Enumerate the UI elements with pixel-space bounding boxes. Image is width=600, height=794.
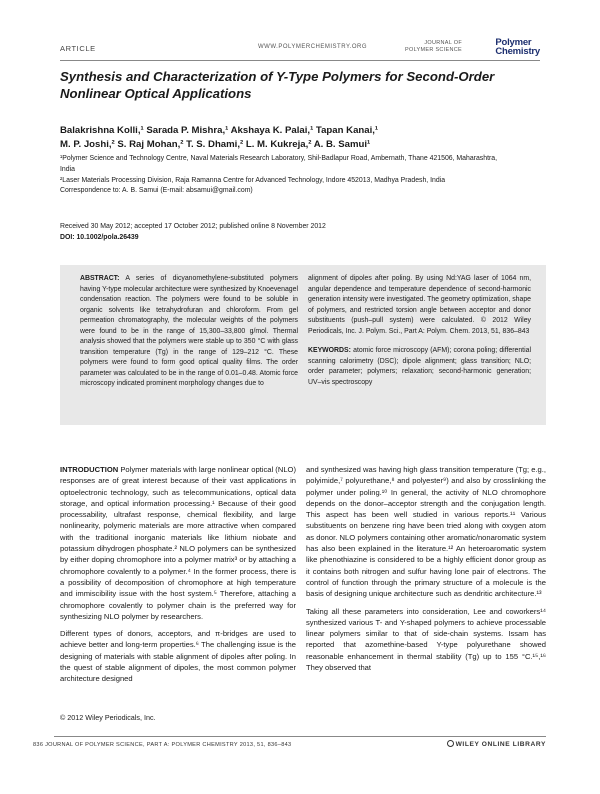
article-title: Synthesis and Characterization of Y-Type Polymers for Second-Order Nonlinear Optical Applications [60, 69, 495, 101]
wiley-logo-icon [447, 740, 454, 747]
dates-line: Received 30 May 2012; accepted 17 October 2012; published online 8 November 2012 [60, 223, 326, 230]
intro-heading: INTRODUCTION [60, 465, 119, 474]
copyright-notice: © 2012 Wiley Periodicals, Inc. [60, 713, 156, 722]
author-list [60, 124, 500, 152]
affiliations [60, 154, 500, 197]
authors-line2: M. P. Joshi,² S. Raj Mohan,² T. S. Dhami,² L. M. Kukreja,² A. B. Samui¹ [60, 138, 371, 150]
footer-citation: 836 JOURNAL OF POLYMER SCIENCE, PART A: POLYMER CHEMISTRY 2013, 51, 836–843 [33, 742, 292, 748]
journal-website[interactable]: WWW.POLYMERCHEMISTRY.ORG [258, 44, 368, 50]
abstract-box [60, 265, 546, 425]
body-column-right [306, 464, 546, 679]
publisher-name: WILEY ONLINE LIBRARY [455, 741, 546, 748]
abstract-text-left: A series of dicyanomethylene-substituted polymers having Y-type molecular architecture were synthesized by Knoevenagel condensation reaction. The polymers were found to be soluble in organic solvents like tetrahydrofuran and chloroform. From gel permeation chromatography, the molecular weights of the polymers were found to be in the range of 15,300–33,800 g/mol. Thermal analysis showed that the polymers were stable up to 350 °C with glass transition temperature (Tg) in the range of 129–212 °C. These polymers were found to form good optical quality films. The order parameter was calculated to be in the range of 0.01–0.48. Atomic force microscopy indicated prominent morphology changes due to [80, 275, 298, 387]
intro-paragraph-2: Different types of donors, acceptors, and π-bridges are used to achieve better and long-term properties.⁶ The challenging issue is the designing of materials with stable alignment of dipoles after poling. In the quest of stable alignment of dipoles, the most common polymer architecture designed [60, 629, 296, 684]
footer-rule [54, 736, 546, 737]
abstract-column-right [308, 274, 531, 388]
brand-line2: Chemistry [495, 46, 540, 57]
body-column-left [60, 464, 296, 691]
correspondence: Correspondence to: A. B. Samui (E-mail: absamui@gmail.com) [60, 187, 253, 195]
intro-paragraph-1-text: Polymer materials with large nonlinear optical (NLO) responses are of great interest because of their vast applications in optoelectronic technology, such as telecommunications, optical data storage, and optical information processing.¹ Because of their good processability, ultrafast response, chemical flexibility, and large nonlinearity, polymeric materials are more attractive when compared with the traditional inorganic materials like lithium niobate and potassium dihydrogen phosphate.² NLO polymers can be synthesized by either doping chromophore into a polymer matrix³ or by attaching a chromophore covalently to a polymer.⁴ In the former process, there is a possibility of decomposition of chromophore at high temperature and immiscibility issue with the host system.⁵ Therefore, attaching a chromophore covalently to polymer chain is the preferred way for synthesizing NLO polymer by researchers. [60, 465, 296, 621]
publication-history [60, 222, 500, 243]
journal-brand-logo [495, 38, 540, 56]
body-paragraph-4: Taking all these parameters into consideration, Lee and coworkers¹⁴ synthesized various T- and Y-shaped polymers to achieve processable linear polymers similar to that of side-chain systems. Issam has reported that azomethine-based Y-type polyurethane showed reasonable enhancement in thermal stability (Tg) up to 155 °C.¹⁵,¹⁶ They observed that [306, 606, 546, 673]
abstract-label: ABSTRACT: [80, 275, 120, 282]
abstract-column-left [80, 274, 298, 390]
running-header [60, 38, 540, 58]
journal-name [405, 40, 462, 53]
journal-name-line2: POLYMER SCIENCE [405, 46, 462, 53]
keywords-text: atomic force microscopy (AFM); corona poling; differential scanning calorimetry (DSC); dipole alignment; glass transition; NLO; order parameter; polymers; relaxation; second-harmonic generation; UV–vis spectroscopy [308, 347, 531, 386]
brand-line1: Polymer [495, 37, 532, 48]
affiliation-2: ²Laser Materials Processing Division, Raja Ramanna Centre for Advanced Technology, Indore 452013, Madhya Pradesh, India [60, 176, 446, 184]
intro-paragraph-1 [60, 464, 296, 622]
keywords [308, 346, 531, 388]
journal-name-line1: JOURNAL OF [424, 40, 462, 46]
keywords-label: KEYWORDS: [308, 347, 351, 354]
header-rule [60, 60, 540, 61]
body-paragraph-3: and synthesized was having high glass transition temperature (Tg; e.g., polyimide,⁷ polyurethane,⁸ and polyester⁹) and also by crosslinking the polymer under poling.¹⁰ In general, the activity of NLO chromophore depends on the donor–acceptor strength and the conjugation length. This aspect has been well studied in various reports.¹¹ Various substituents on benzene ring have been tried along with oxygen atom as donor. NLO polymers containing other aromatic/nonaromatic system has also been explained in the literature.¹² An heteroaromatic system like phenothiazine is considered to be a highly efficient donor group as it contains both nitrogen and sulfur having lone pair of electrons. The control of function through the primary structure of a molecule is the basis of designing unique architecture such as dendritic architecture.¹³ [306, 465, 546, 599]
section-label: ARTICLE [60, 44, 96, 53]
authors-line1: Balakrishna Kolli,¹ Sarada P. Mishra,¹ Akshaya K. Palai,¹ Tapan Kanai,¹ [60, 125, 379, 136]
abstract-text-right: alignment of dipoles after poling. By using Nd:YAG laser of 1064 nm, angular dependence and temperature dependence of second-harmonic generation intensity were investigated. The geometry optimization, shape of polymers, and restricted torsion angle between acceptor and donor substituents (push–pull system) were calculated. © 2012 Wiley Periodicals, Inc. J. Polym. Sci., Part A: Polym. Chem. 2013, 51, 836–843 [308, 275, 531, 335]
affiliation-1: ¹Polymer Science and Technology Centre, Naval Materials Research Laboratory, Shil-Badlapur Road, Ambernath, Thane 421506, Maharashtra, India [60, 155, 498, 173]
doi-link[interactable]: DOI: 10.1002/pola.26439 [60, 233, 139, 241]
wiley-online-library-logo[interactable] [447, 740, 546, 748]
